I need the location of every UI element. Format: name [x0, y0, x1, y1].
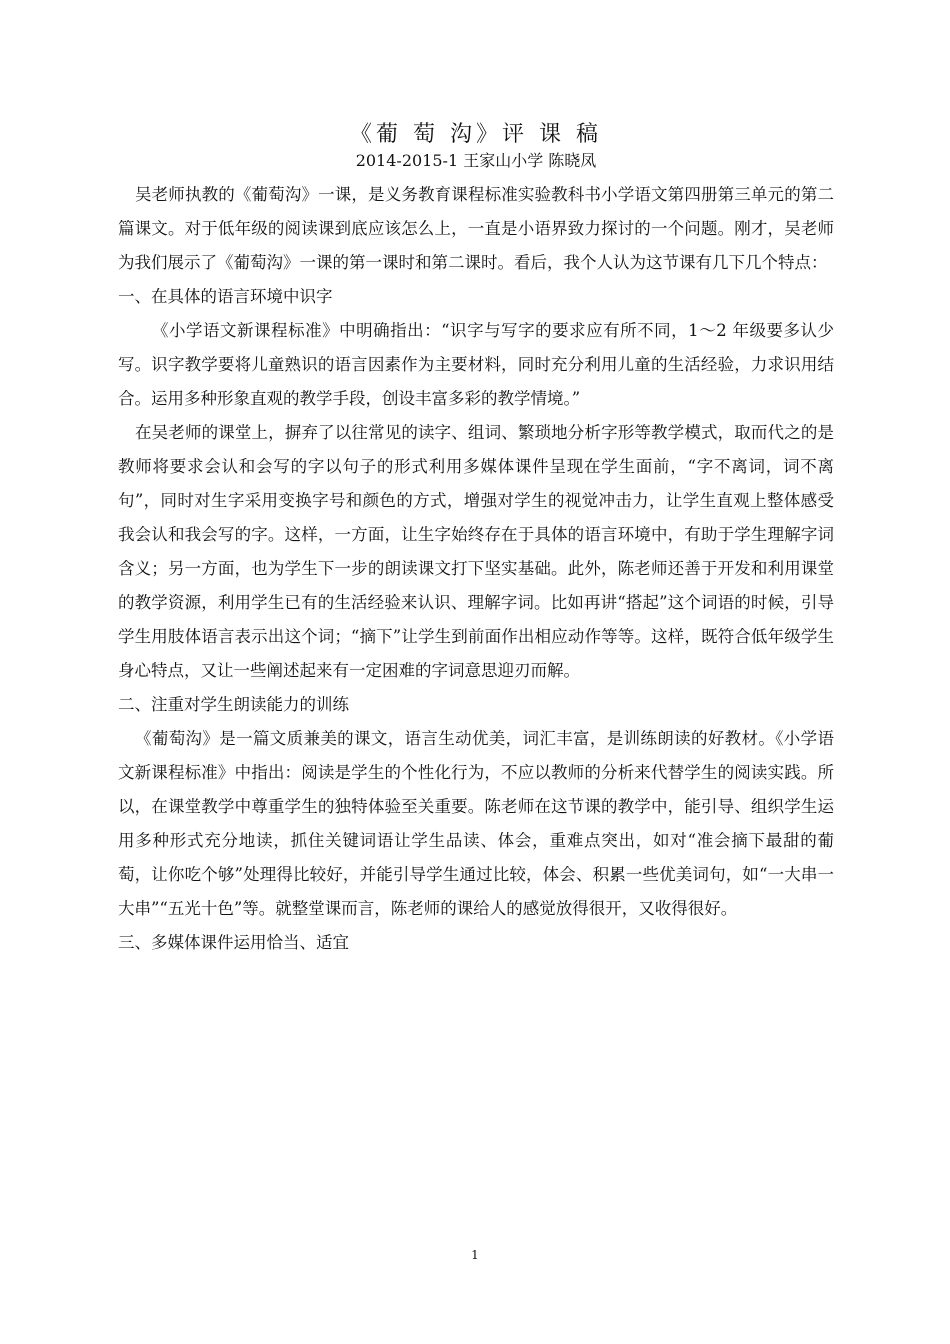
document-subtitle: 2014-2015-1 王家山小学 陈晓凤 [355, 151, 597, 170]
intro-paragraph: 吴老师执教的《葡萄沟》一课，是义务教育课程标准实验教科书小学语文第四册第三单元的第二篇课文。对于低年级的阅读课到底应该怎么上，一直是小语界致力探讨的一个问题。刚才，吴老师为我们展示了《葡萄沟》一课的第一课时和第二课时。看后，我个人认为这节课有几下几个特点： [118, 185, 834, 272]
section-1-paragraph-2: 在吴老师的课堂上，摒弃了以往常见的读字、组词、繁琐地分析字形等教学模式，取而代之的是教师将要求会认和会写的字以句子的形式利用多媒体课件呈现在学生面前，“字不离词，词不离句”，同时对生字采用变换字号和颜色的方式，增强对学生的视觉冲击力，让学生直观上整体感受我会认和我会写的字。这样，一方面，让生字始终存在于具体的语言环境中，有助于学生理解字词含义；另一方面，也为学生下一步的朗读课文打下坚实基础。此外，陈老师还善于开发和利用课堂的教学资源，利用学生已有的生活经验来认识、理解字词。比如再讲“搭起”这个词语的时候，引导学生用肢体语言表示出这个词；“摘下”让学生到前面作出相应动作等等。这样，既符合低年级学生身心特点，又让一些阐述起来有一定困难的字词意思迎刃而解。 [118, 423, 834, 680]
section-1-paragraph-1: 《小学语文新课程标准》中明确指出：“识字与写字的要求应有所不同，1～2 年级要多认少写。识字教学要将儿童熟识的语言因素作为主要材料，同时充分利用儿童的生活经验，力求识用结合。运用多种形象直观的教学手段，创设丰富多彩的教学情境。” [118, 321, 834, 408]
section-3-heading: 三、多媒体课件运用恰当、适宜 [118, 933, 349, 952]
page-number: 1 [471, 1248, 479, 1262]
document-title: 《葡 萄 沟》评 课 稿 [350, 122, 602, 147]
section-2-heading: 二、注重对学生朗读能力的训练 [118, 695, 349, 714]
section-2-paragraph-1: 《葡萄沟》是一篇文质兼美的课文，语言生动优美，词汇丰富，是训练朗读的好教材。《小学语文新课程标准》中指出：阅读是学生的个性化行为，不应以教师的分析来代替学生的阅读实践。所以，在课堂教学中尊重学生的独特体验至关重要。陈老师在这节课的教学中，能引导、组织学生运用多种形式充分地读，抓住关键词语让学生品读、体会，重难点突出，如对“准会摘下最甜的葡萄，让你吃个够”处理得比较好，并能引导学生通过比较，体会、积累一些优美词句，如“一大串一大串”“五光十色”等。就整堂课而言，陈老师的课给人的感觉放得很开，又收得很好。 [118, 729, 834, 918]
document-body [118, 120, 834, 960]
section-1-heading: 一、在具体的语言环境中识字 [118, 287, 333, 306]
